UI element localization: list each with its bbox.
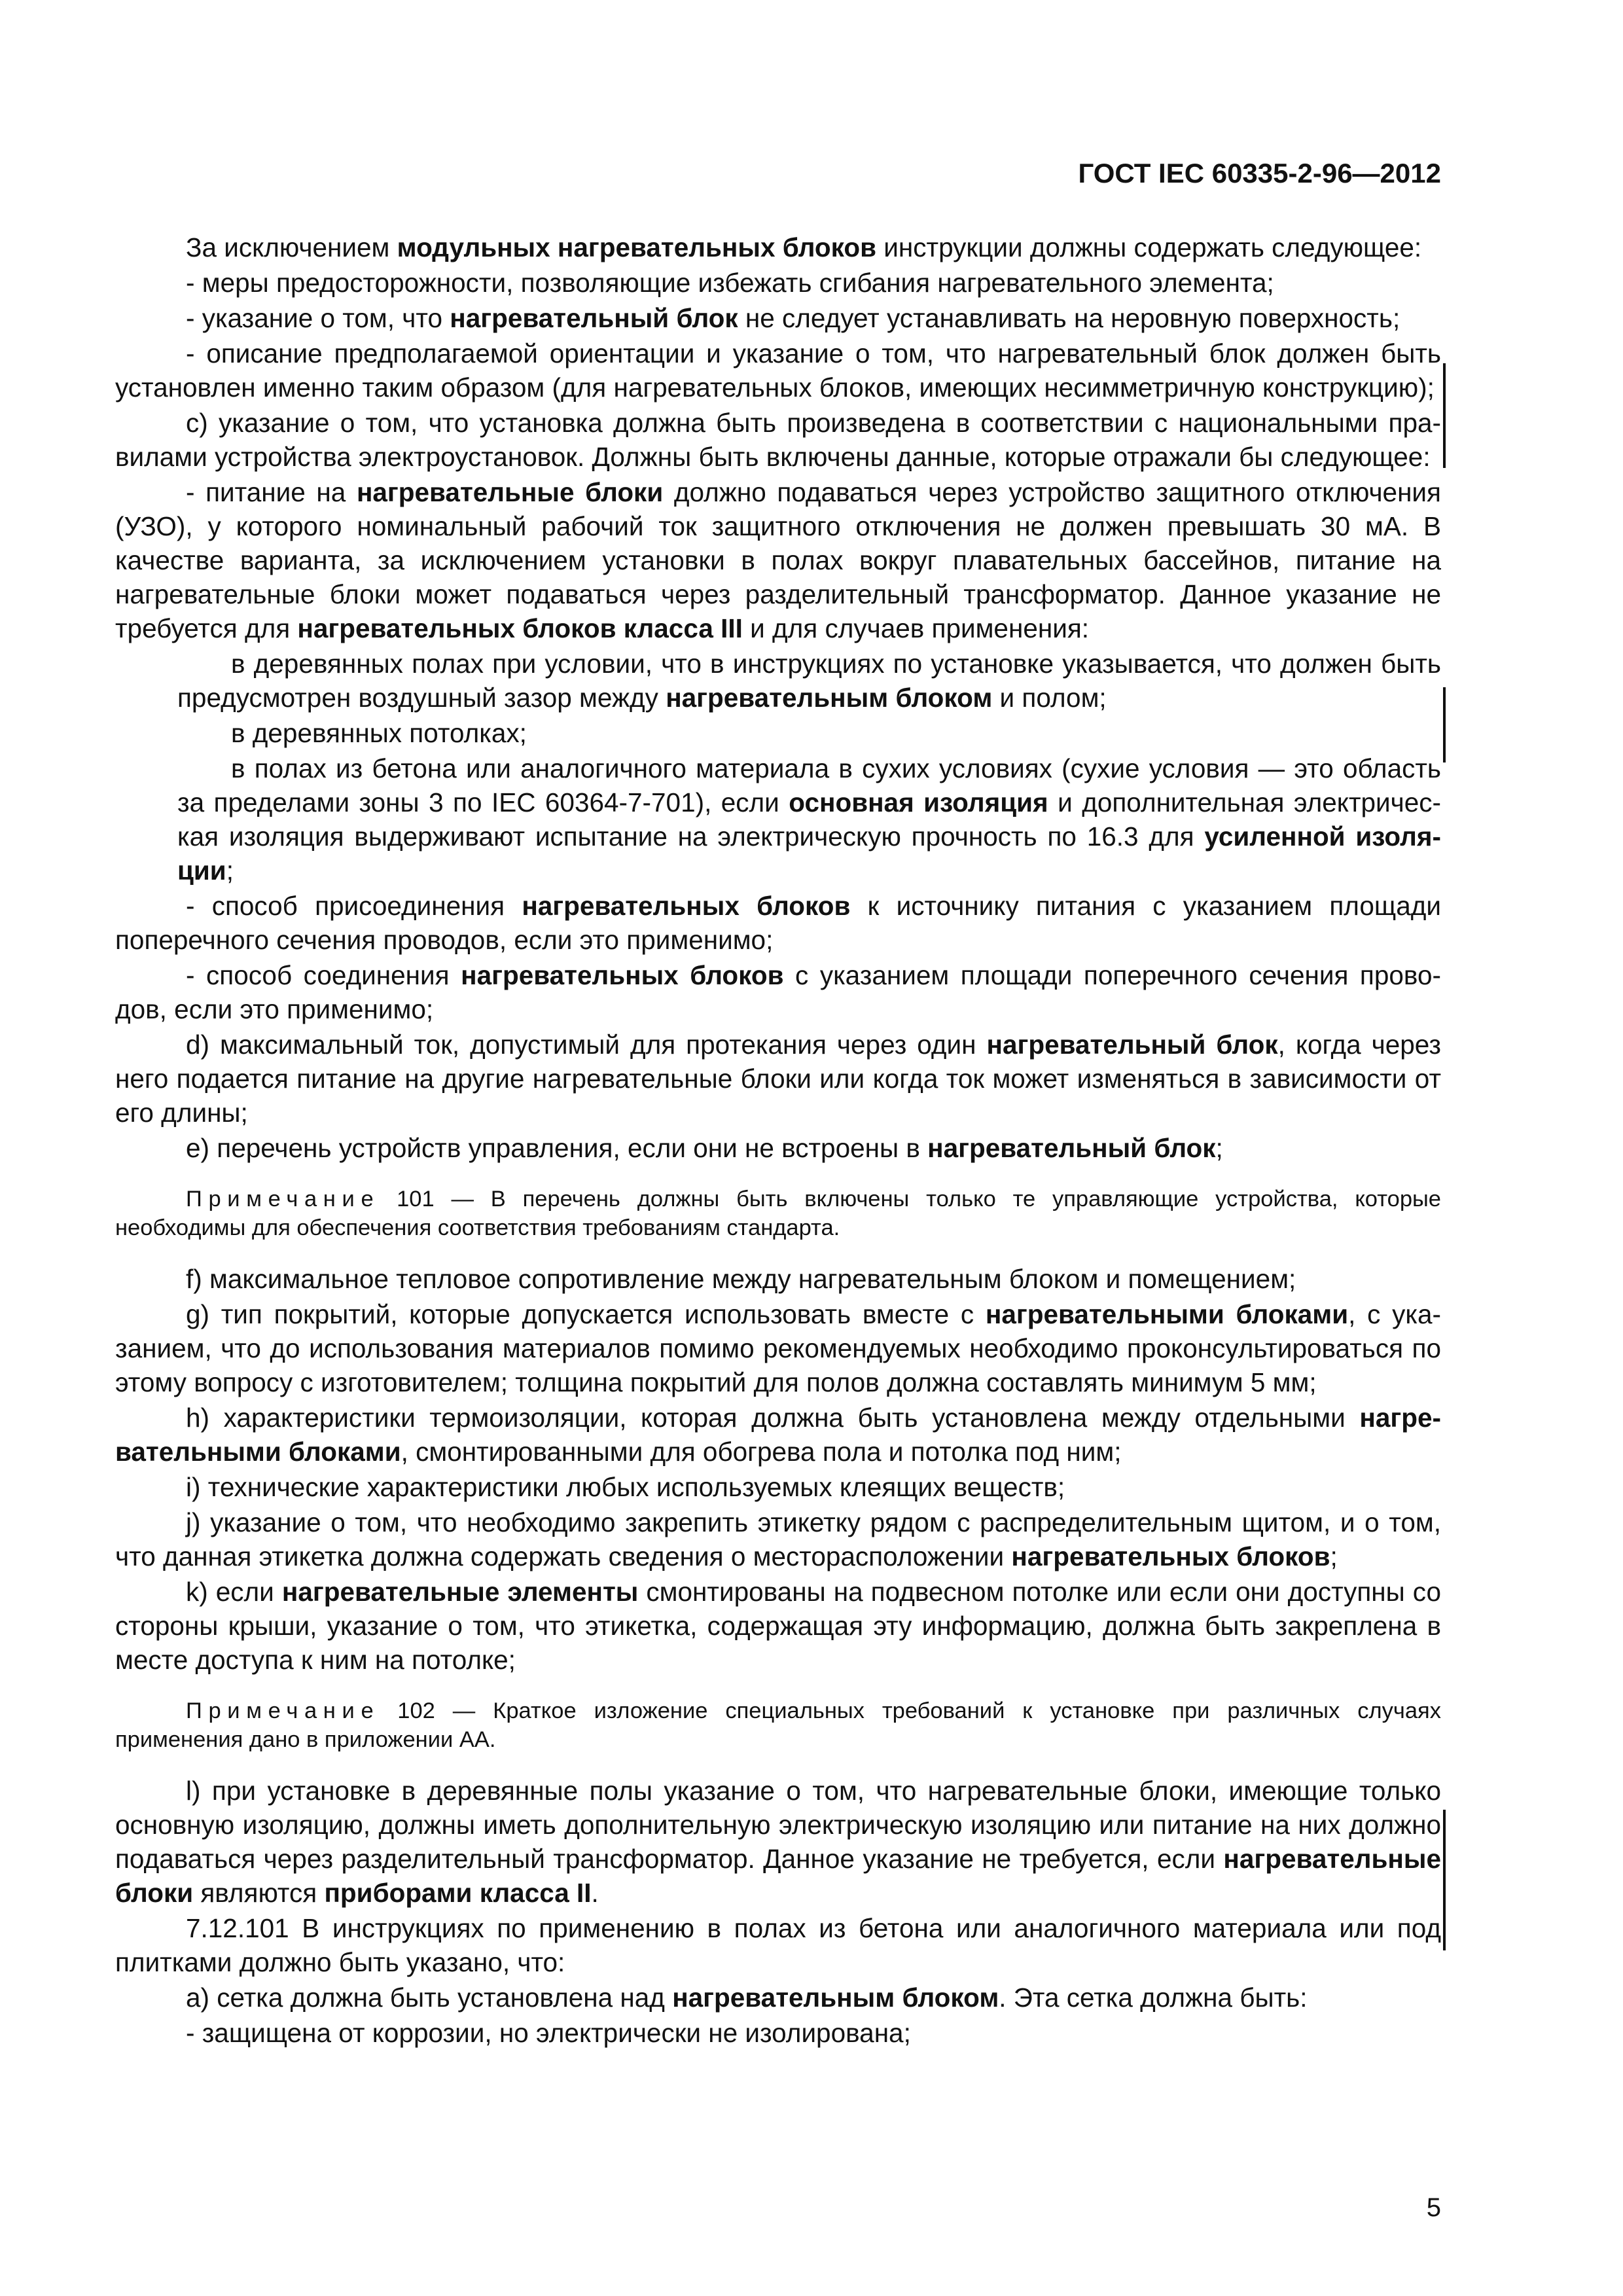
clause-7-12-101: [115, 1911, 1441, 1979]
note-text: 101 — В перечень должны быть включены только те управляющие устройства, которые необходимы для обеспечения соответствия требованиям стандарта.: [115, 1187, 1441, 1240]
text-run: l) при установке в деревянные полы указание о том, что нагревательные блоки, имеющие только основную изоляцию, должны иметь дополнительную электрическую изоляцию или питание на них должно подаваться через разделительный трансформатор. Данное указание не требуется, если: [115, 1776, 1441, 1874]
text-run: - питание на: [186, 477, 357, 507]
text-run: d) максимальный ток, допустимый для протекания через один: [186, 1030, 987, 1060]
text-run: в полах из бетона или аналогичного материала в сухих условиях (сухие условия — это область за пределами зоны 3 по IEC 60364-7-701), если: [177, 753, 1441, 817]
list-item-g: [115, 1297, 1441, 1399]
term-bold: нагревательным блоком: [672, 1982, 999, 2013]
text-run: . Эта сетка должна быть:: [999, 1982, 1308, 2013]
change-bar: [1443, 687, 1446, 762]
text-run: с) указание о том, что установка должна быть произведена в соответствии с национальными правилами устройства электроустановок. Должны быть включены данные, которые отражали бы следующее:: [115, 408, 1441, 472]
paragraph: [115, 230, 1441, 264]
text-run: и дополнительная электрическая изоляция выдерживают испытание на электрическую прочность по 16.3 для: [177, 787, 1442, 852]
term-bold: нагревательные элементы: [281, 1577, 639, 1607]
text-run: инструкции должны содержать следующее:: [876, 232, 1422, 262]
text-run: смонтированы на подвесном потолке или если они доступны со стороны крыши, указание о том, что этикетка, содержащая эту информацию, должна быть закреплена в месте доступа к ним на потолке;: [115, 1577, 1441, 1675]
list-item-c: [115, 406, 1441, 474]
note-102: [115, 1696, 1441, 1754]
text-run: k) если: [186, 1577, 282, 1607]
list-item: [115, 889, 1441, 957]
text-run: - меры предосторожности, позволяющие избежать сгибания нагревательного элемента;: [186, 268, 1274, 298]
text-run: - способ присоединения: [186, 891, 522, 921]
text-run: ;: [226, 855, 234, 886]
sub-item: [115, 647, 1441, 715]
text-run: За исключением: [186, 232, 397, 262]
text-run: с указанием площади поперечного сечения проводов, если это применимо;: [115, 960, 1441, 1024]
text-run: - защищена от коррозии, но электрически не изолирована;: [186, 2018, 911, 2048]
text-run: - описание предполагаемой ориентации и указание о том, что нагревательный блок должен быть установлен именно таким образом (для нагревательных блоков, имеющих несимметричную конструкцию);: [115, 338, 1441, 403]
term-bold: нагревательный блок: [927, 1133, 1216, 1163]
note-text: 102 — Краткое изложение специальных требований к установке при различных случаях применения дано в приложении АА.: [115, 1698, 1441, 1752]
term-bold: нагревательных блоков: [1011, 1541, 1330, 1571]
term-bold: основная изоляция: [789, 787, 1048, 817]
text-run: в деревянных потолках;: [231, 718, 527, 748]
document-page: [115, 157, 1441, 2051]
text-run: должно подаваться через устройство защитного отключения (УЗО), у которого номинальный рабочий ток защитного отключения не должен превышать 30 мА. В качестве варианта, за исключением установки в полах вокруг плавательных бассейнов, питание на нагревательные блоки может подаваться через разделительный трансформатор. Данное указание не требуется для: [115, 477, 1441, 643]
list-item-e: [115, 1131, 1441, 1165]
text-run: , когда через него подается питание на другие нагревательные блоки или когда ток может изменяться в зависимости от его длины;: [115, 1030, 1441, 1128]
document-header: ГОСТ IEC 60335-2-96—2012: [1078, 158, 1441, 188]
text-run: е) перечень устройств управления, если они не встроены в: [186, 1133, 928, 1163]
list-item-l: [115, 1774, 1441, 1910]
list-item-f: [115, 1262, 1441, 1296]
text-run: а) сетка должна быть установлена над: [186, 1982, 673, 2013]
term-bold: нагревательных блоков: [522, 891, 851, 921]
term-bold: нагревательных блоков класса III: [297, 613, 743, 643]
text-run: .: [591, 1878, 599, 1908]
note-101: [115, 1185, 1441, 1242]
text-run: f) максимальное тепловое сопротивление между нагревательным блоком и помещением;: [186, 1264, 1296, 1294]
text-run: и полом;: [992, 683, 1107, 713]
term-bold: нагревательный блок: [986, 1030, 1278, 1060]
text-run: и для случаев применения:: [742, 613, 1090, 643]
text-run: ;: [1215, 1133, 1223, 1163]
term-bold: нагревательными блоками: [115, 1403, 1441, 1467]
term-bold: нагревательные блоки: [115, 1844, 1441, 1908]
list-item: [115, 2016, 1441, 2050]
text-run: являются: [193, 1878, 325, 1908]
text-run: в деревянных полах при условии, что в инструкциях по установке указывается, что должен быть предусмотрен воздушный зазор между: [177, 649, 1441, 713]
term-bold: нагревательные блоки: [356, 477, 664, 507]
term-bold: нагревательных блоков: [461, 960, 784, 990]
text-run: h) характеристики термоизоляции, которая должна быть установлена между отдельными: [186, 1403, 1360, 1433]
change-bar: [1443, 1810, 1446, 1950]
list-item: [115, 301, 1441, 335]
list-item-d: [115, 1028, 1441, 1130]
text-run: к источнику питания с указанием площади поперечного сечения проводов, если это применимо;: [115, 891, 1441, 955]
text-run: j) указание о том, что необходимо закрепить этикетку рядом с распределительным щитом, и о том, что данная этикетка должна содержать сведения о месторасположении: [115, 1507, 1441, 1571]
list-item-k: [115, 1575, 1441, 1677]
text-run: - способ соединения: [186, 960, 461, 990]
list-item: [115, 266, 1441, 300]
text-run: , с указанием, что до использования материалов помимо рекомендуемых необходимо проконсультироваться по этому вопросу с изготовителем; толщина покрытий для полов должна составлять минимум 5 мм;: [115, 1299, 1441, 1397]
page-number: 5: [1426, 2193, 1441, 2222]
list-item: [115, 958, 1441, 1026]
term-bold: нагревательным блоком: [666, 683, 993, 713]
text-run: g) тип покрытий, которые допускается использовать вместе с: [186, 1299, 986, 1329]
term-bold: нагревательный блок: [450, 303, 738, 333]
sub-item: [115, 716, 1441, 750]
list-item: [115, 336, 1441, 404]
term-bold: модульных нагревательных блоков: [397, 232, 877, 262]
term-bold: усиленной изоляции: [177, 821, 1441, 886]
term-bold: приборами класса II: [324, 1878, 592, 1908]
sub-item: [115, 751, 1441, 888]
list-item-i: [115, 1470, 1441, 1504]
text-run: , смонтированными для обогрева пола и потолка под ним;: [401, 1437, 1122, 1467]
note-label: Примечание: [186, 1187, 380, 1211]
text-run: i) технические характеристики любых используемых клеящих веществ;: [186, 1472, 1065, 1502]
text-run: не следует устанавливать на неровную поверхность;: [738, 303, 1400, 333]
list-item-a: [115, 1981, 1441, 2015]
text-run: ;: [1330, 1541, 1338, 1571]
change-bar: [1443, 363, 1446, 468]
list-item: [115, 475, 1441, 645]
term-bold: нагревательными блоками: [985, 1299, 1349, 1329]
list-item-j: [115, 1505, 1441, 1573]
note-label: Примечание: [186, 1698, 380, 1723]
list-item-h: [115, 1401, 1441, 1469]
text-run: - указание о том, что: [186, 303, 450, 333]
text-run: 7.12.101 В инструкциях по применению в полах из бетона или аналогичного материала или под плитками должно быть указано, что:: [115, 1913, 1441, 1977]
